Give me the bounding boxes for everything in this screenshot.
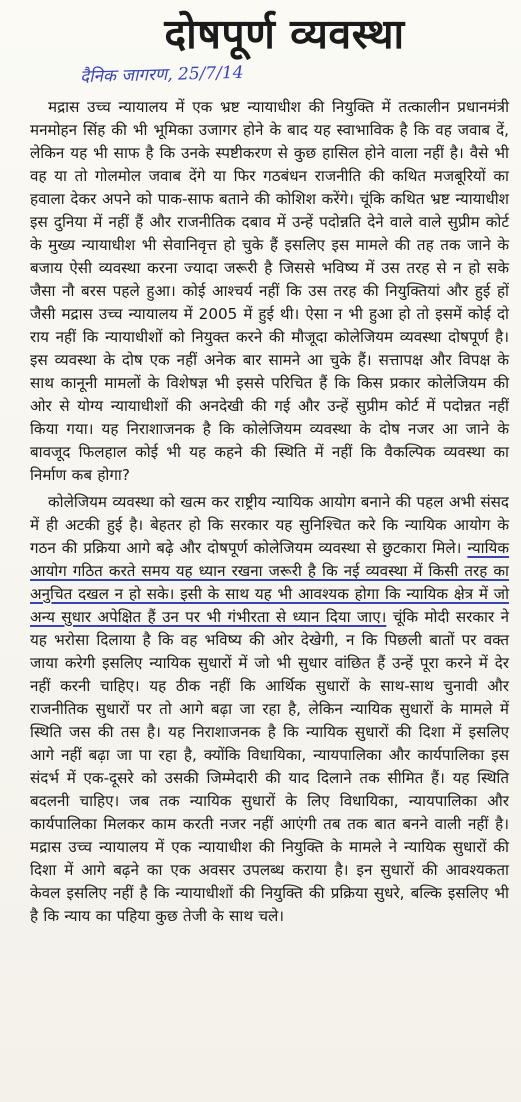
pen-underlined-text: न्यायिक आयोग गठित करते समय यह ध्यान रखना जरूरी है कि नई व्यवस्था में किसी तरह का अनुचित दखल न हो सके। इसी के साथ यह भी आवश्यक होगा कि न्यायिक क्षेत्र में जो अन्य सुधार अपेक्षित हैं उन पर भी गंभीरता से ध्यान दिया जाए। [30,539,509,626]
paragraph-text: चूंकि मोदी सरकार ने यह भरोसा दिलाया है कि वह भविष्य की ओर देखेगी, न कि पिछली बातों पर वक्त जाया करेगी इसलिए न्यायिक सुधारों में जो भी सुधार वांछित हैं उन्हें पूरा करने में देर नहीं करनी चाहिए। यह ठीक नहीं कि आर्थिक सुधारों के साथ-साथ चुनावी और राजनीतिक सुधारों पर तो आगे बढ़ा जा रहा है, लेकिन न्यायिक सुधारों के मामले में स्थिति जस की तस है। यह निराशाजनक है कि न्यायिक सुधारों की दिशा में इसलिए आगे नहीं बढ़ा जा पा रहा है, क्योंकि विधायिका, न्यायपालिका और कार्यपालिका इस संदर्भ में एक-दूसरे को उसकी जिम्मेदारी की याद दिलाने तक सीमित हैं। यह स्थिति बदलनी चाहिए। जब तक न्यायिक सुधारों के लिए विधायिका, न्यायपालिका और कार्यपालिका मिलकर काम करती नजर नहीं आएंगी तब तक बात बनने वाली नहीं है। मद्रास उच्च न्यायालय में एक न्यायाधीश की नियुक्ति के मामले ने न्यायिक सुधारों की दिशा में आगे बढ़ने का एक अवसर उपलब्ध कराया है। इन सुधारों की आवश्यकता केवल इसलिए नहीं है कि न्यायाधीशों की नियुक्ति की प्रक्रिया सुधरे, बल्कि इसलिए भी है कि न्याय का पहिया कुछ तेजी के साथ चले। [30,608,509,925]
headline: दोषपूर्ण व्यवस्था [164,10,405,58]
article-paragraph-2 [30,491,509,928]
paragraph-text: कोलेजियम व्यवस्था को खत्म कर राष्ट्रीय न्यायिक आयोग बनाने की पहल अभी संसद में ही अटकी हुई है। बेहतर हो कि सरकार यह सुनिश्चित करे कि न्यायिक आयोग के गठन की प्रक्रिया आगे बढ़े और दोषपूर्ण कोलेजियम व्यवस्था से छुटकारा मिले। [30,493,509,557]
paragraph-text: मद्रास उच्च न्यायालय में एक भ्रष्ट न्यायाधीश की नियुक्ति में तत्कालीन प्रधानमंत्री मनमोहन सिंह की भी भूमिका उजागर होने के बाद यह स्वाभाविक है कि वह जवाब दें, लेकिन यह भी साफ है कि उनके स्पष्टीकरण से कुछ हासिल होने वाला नहीं है। वैसे भी वह या तो गोलमोल जवाब देंगे या फिर गठबंधन राजनीति की कथित मजबूरियों का हवाला देकर अपने को पाक-साफ बताने की कोशिश करेंगे। चूंकि कथित भ्रष्ट न्यायाधीश इस दुनिया में नहीं हैं और राजनीतिक दबाव में उन्हें पदोन्नति देने वाले वाले सुप्रीम कोर्ट के मुख्य न्यायाधीश भी सेवानिवृत्त हो चुके हैं इसलिए इस मामले की तह तक जाने के बजाय ऐसी व्यवस्था करना ज्यादा जरूरी है जिससे भविष्य में उस तरह से न हो सके जैसा नौ बरस पहले हुआ। कोई आश्चर्य नहीं कि उस तरह की नियुक्तियां और हुई हों जैसी मद्रास उच्च न्यायालय में 2005 में हुई थी। ऐसा न भी हुआ हो तो इसमें कोई दो राय नहीं कि न्यायाधीशों को नियुक्त करने की मौजूदा कोलेजियम व्यवस्था दोषपूर्ण है। इस व्यवस्था के दोष एक नहीं अनेक बार सामने आ चुके हैं। सत्तापक्ष और विपक्ष के साथ कानूनी मामलों के विशेषज्ञ भी इससे परिचित हैं कि किस प्रकार कोलेजियम की ओर से योग्य न्यायाधीशों की अनदेखी की गई और उन्हें सुप्रीम कोर्ट में पदोन्नत नहीं किया गया। यह निराशाजनक है कि कोलेजियम व्यवस्था के दोष नजर आ जाने के बावजूद फिलहाल कोई भी यह कहने की स्थिति में नहीं कि वैकल्पिक व्यवस्था का निर्माण कब होगा? [30,98,509,484]
handwritten-source-note: दैनिक जागरण, 25/7/14 [79,62,244,88]
article-body [30,96,509,928]
article-paragraph-1 [30,96,509,487]
